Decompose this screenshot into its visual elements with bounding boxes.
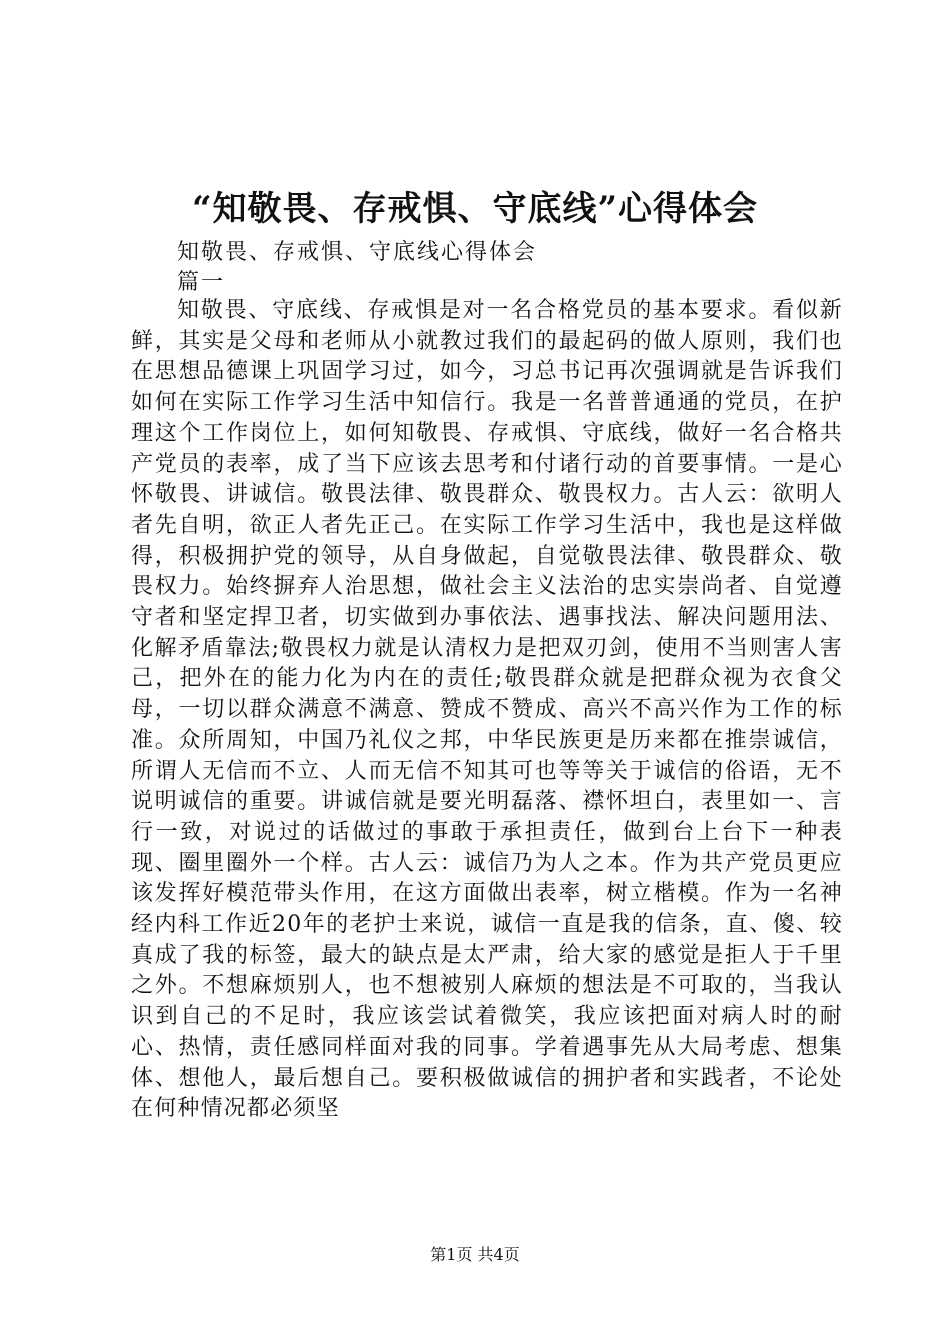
document-subtitle: 知敬畏、存戒惧、守底线心得体会 — [177, 240, 538, 265]
section-label: 篇一 — [177, 270, 226, 295]
document-title: “知敬畏、存戒惧、守底线”心得体会 — [191, 189, 759, 229]
body-paragraph: 知敬畏、守底线、存戒惧是对一名合格党员的基本要求。看似新鲜，其实是父母和老师从小就教过我们的最起码的做人原则，我们也在思想品德课上巩固学习过，如今，习总书记再次强调就是告诉我们如何在实际工作学习生活中知信行。我是一名普普通通的党员，在护理这个工作岗位上，如何知敬畏、存戒惧、守底线，做好一名合格共产党员的表率，成了当下应该去思考和付诸行动的首要事情。一是心怀敬畏、讲诚信。敬畏法律、敬畏群众、敬畏权力。古人云：欲明人者先自明，欲正人者先正己。在实际工作学习生活中，我也是这样做得，积极拥护党的领导，从自身做起，自觉敬畏法律、敬畏群众、敬畏权力。始终摒弃人治思想，做社会主义法治的忠实崇尚者、自觉遵守者和坚定捍卫者，切实做到办事依法、遇事找法、解决问题用法、化解矛盾靠法;敬畏权力就是认清权力是把双刃剑，使用不当则害人害己，把外在的能力化为内在的责任;敬畏群众就是把群众视为衣食父母，一切以群众满意不满意、赞成不赞成、高兴不高兴作为工作的标准。众所周知，中国乃礼仪之邦，中华民族更是历来都在推崇诚信，所谓人无信而不立、人而无信不知其可也等等关于诚信的俗语，无不说明诚信的重要。讲诚信就是要光明磊落、襟怀坦白，表里如一、言行一致，对说过的话做过的事敢于承担责任，做到台上台下一种表现、圈里圈外一个样。古人云：诚信乃为人之本。作为共产党员更应该发挥好模范带头作用，在这方面做出表率，树立楷模。作为一名神经内科工作近20年的老护士来说，诚信一直是我的信条，直、傻、较真成了我的标签，最大的缺点是太严肃，给大家的感觉是拒人于千里之外。不想麻烦别人，也不想被别人麻烦的想法是不可取的，当我认识到自己的不足时，我应该尝试着微笑，我应该把面对病人时的耐心、热情，责任感同样面对我的同事。学着遇事先从大局考虑、想集体、想他人，最后想自己。要积极做诚信的拥护者和实践者，不论处在何种情况都必须坚 — [131, 298, 843, 1122]
page-footer: 第1页 共4页 — [430, 1245, 520, 1264]
